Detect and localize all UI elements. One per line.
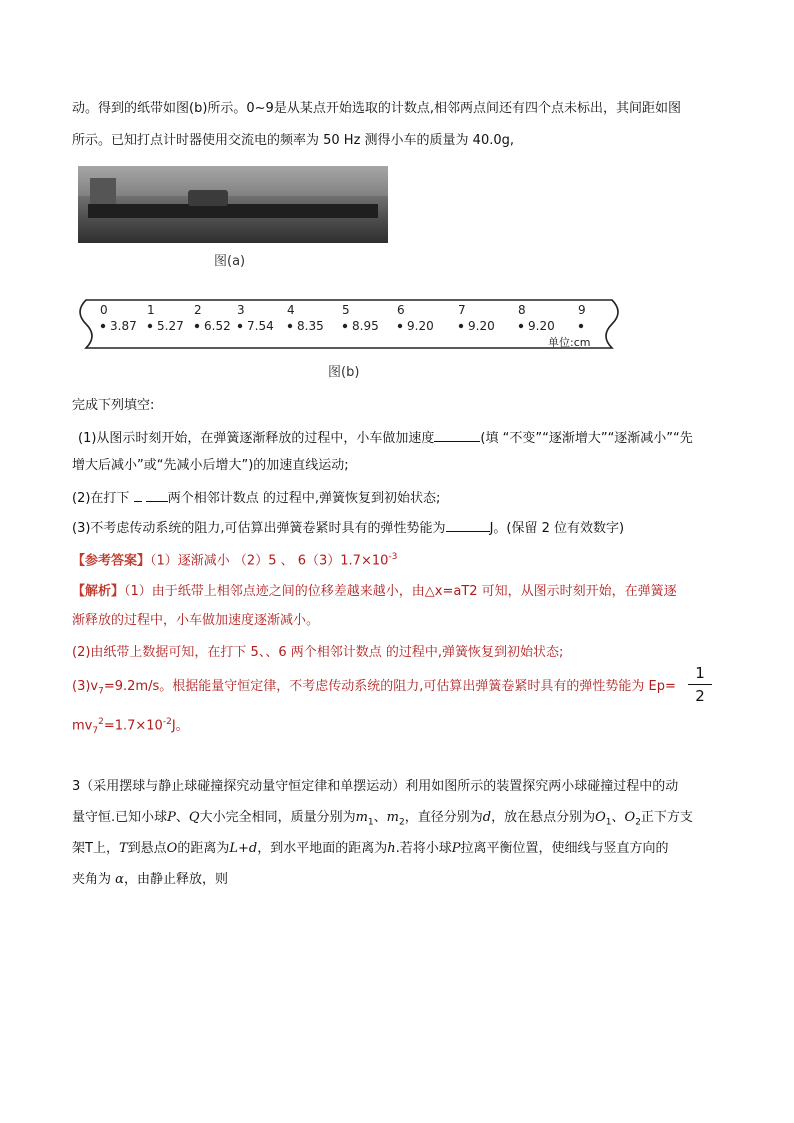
subscript-2: 2 <box>399 817 405 828</box>
question-2-text-a: (2)在打下 <box>72 491 130 506</box>
p3-text: 的距离为 <box>177 841 230 856</box>
tape-point-label: 0 <box>100 303 108 317</box>
tape-unit-label: 单位:cm <box>548 336 591 349</box>
length-symbol: L+d <box>229 841 258 856</box>
question-1-text-b: (填 “不变”“逐渐增大”“逐渐减小”“先 <box>480 431 693 446</box>
problem-3-line-2: 量守恒.已知小球P、Q大小完全相同，质量分别为$m_1$、$m_2$，直径分别为d，放在悬点分别为$O_1$、$O_2$正下方支 <box>72 810 693 828</box>
energy-exponent: -2 <box>162 717 172 727</box>
p3-text: 到悬点 <box>127 841 167 856</box>
question-3-text-b: J。(保留 2 位有效数字) <box>489 521 625 536</box>
mv-subscript: 7 <box>92 725 99 736</box>
mv-superscript: 2 <box>98 717 104 727</box>
question-2-blank-b[interactable] <box>146 487 168 502</box>
question-1-blank[interactable] <box>434 427 480 442</box>
analysis-line-3: (2)由纸带上数据可知，在打下 5、、6 两个相邻计数点 的过程中,弹簧恢复到初始状态; <box>72 645 564 660</box>
answer-text: （1）逐渐减小 （2）5 、 6（3）1.7×10 <box>150 553 389 569</box>
analysis-text-5a: mv <box>72 718 93 734</box>
tape-distance-label: 3.87 <box>110 319 137 333</box>
cart-apparatus-photo <box>78 166 388 243</box>
problem-3-line-3 <box>72 839 668 859</box>
fraction-denominator: 2 <box>695 687 705 705</box>
intro-line-2: 所示。已知打点计时器使用交流电的频率为 50 Hz 测得小车的质量为 40.0g, <box>72 133 515 148</box>
mass-symbol: m <box>355 810 368 825</box>
question-3-blank[interactable] <box>446 517 490 532</box>
question-2-blank-a[interactable] <box>134 487 142 502</box>
p3-text: 正下方支 <box>640 810 693 825</box>
analysis-text-4a: (3)v <box>72 679 99 694</box>
tape-dot <box>343 324 347 328</box>
tape-point-label: 8 <box>518 303 526 317</box>
tape-distance-label: 6.52 <box>204 319 231 333</box>
tape-dot <box>288 324 292 328</box>
question-3 <box>72 517 624 539</box>
ball-q-symbol: Q <box>188 810 200 825</box>
tape-point-label: 9 <box>578 303 586 317</box>
paper-tape-figure <box>72 296 632 358</box>
p3-text: 拉离平衡位置，使细线与竖直方向的 <box>460 841 669 856</box>
question-1-text-a: (1)从图示时刻开始，在弹簧逐渐释放的过程中，小车做加速度 <box>78 431 435 446</box>
tape-distance-label: 9.20 <box>407 319 434 333</box>
tape-distance-label: 9.20 <box>468 319 495 333</box>
p3-text: 量守恒.已知小球 <box>72 810 168 825</box>
tape-point-label: 6 <box>397 303 405 317</box>
tape-point-label: 4 <box>287 303 295 317</box>
p3-text: ，由静止释放，则 <box>123 872 228 887</box>
answer-exponent: -3 <box>388 552 398 562</box>
diameter-symbol: d <box>482 810 492 825</box>
problem-3-line-1: 3（采用摆球与静止球碰撞探究动量守恒定律和单摆运动）利用如图所示的装置探究两小球碰撞过程中的动 <box>72 779 679 794</box>
question-3-text-a: (3)不考虑传动系统的阻力,可估算出弹簧卷紧时具有的弹性势能为 <box>72 521 446 536</box>
figure-a-caption: 图(a) <box>214 254 246 269</box>
analysis-text-4b: =9.2m/s。根据能量守恒定律，不考虑传动系统的阻力,可估算出弹簧卷紧时具有的弹性势能为 Ep= <box>103 679 676 694</box>
tape-point-label: 1 <box>147 303 155 317</box>
p3-text: ，放在悬点分别为 <box>491 810 596 825</box>
p3-text: .若将小球 <box>395 841 452 856</box>
tape-point-label: 2 <box>194 303 202 317</box>
tape-dot <box>238 324 242 328</box>
tape-distance-label: 5.27 <box>157 319 184 333</box>
tape-dot <box>459 324 463 328</box>
question-1-continued: 增大后减小”或“先减小后增大”)的加速直线运动; <box>72 458 349 473</box>
ball-p-symbol: P <box>167 810 176 825</box>
analysis-line-5 <box>72 712 189 741</box>
tape-point-label: 3 <box>237 303 245 317</box>
p3-text: ，到水平地面的距离为 <box>257 841 388 856</box>
angle-symbol: α <box>115 872 124 887</box>
analysis-line-1 <box>72 582 677 602</box>
tape-point-label: 5 <box>342 303 350 317</box>
subscript-1: 1 <box>367 817 374 828</box>
velocity-subscript: 7 <box>98 686 104 697</box>
analysis-text-5c: J。 <box>171 718 189 734</box>
tape-dot <box>519 324 523 328</box>
tape-point-label: 7 <box>458 303 466 317</box>
p3-text: ，直径分别为 <box>404 810 483 825</box>
p3-text: 架T上， <box>72 841 119 856</box>
p3-text: 夹角为 <box>72 872 112 887</box>
mass-symbol: m <box>386 810 399 825</box>
question-2-text-b: 两个相邻计数点 的过程中,弹簧恢复到初始状态; <box>167 491 441 506</box>
tape-dot <box>579 324 583 328</box>
problem-3-line-4 <box>72 870 228 890</box>
one-half-fraction <box>688 664 712 705</box>
tape-distance-label: 8.35 <box>297 319 324 333</box>
subscript-2: 2 <box>635 817 641 828</box>
subscript-1: 1 <box>605 817 612 828</box>
height-symbol: h <box>387 841 396 856</box>
tape-distance-label: 7.54 <box>247 319 274 333</box>
pivot-symbol: O <box>166 841 178 856</box>
analysis-text-5b: =1.7×10 <box>103 718 163 734</box>
answer-label: 【参考答案】 <box>72 553 151 569</box>
tape-dot <box>148 324 152 328</box>
task-intro: 完成下列填空: <box>72 398 155 413</box>
reference-answer <box>72 547 397 571</box>
tape-dot <box>101 324 105 328</box>
p3-text: 大小完全相同，质量分别为 <box>199 810 356 825</box>
question-1 <box>78 427 693 449</box>
analysis-text-1: （1）由于纸带上相邻点迹之间的位移差越来越小，由△x=aT2 可知，从图示时刻开始，在弹簧逐 <box>124 584 677 599</box>
tape-dot <box>398 324 402 328</box>
analysis-line-2: 渐释放的过程中，小车做加速度逐渐减小。 <box>72 613 320 628</box>
tape-distance-label: 9.20 <box>528 319 555 333</box>
analysis-line-4 <box>72 677 676 702</box>
question-2 <box>72 487 440 509</box>
support-symbol: T <box>118 841 128 856</box>
fraction-numerator: 1 <box>695 664 705 682</box>
tape-distance-label: 8.95 <box>352 319 379 333</box>
tape-dot <box>195 324 199 328</box>
figure-b-caption: 图(b) <box>328 365 360 380</box>
pivot-symbol: O <box>624 810 636 825</box>
intro-line-1: 动。得到的纸带如图(b)所示。0~9是从某点开始选取的计数点,相邻两点间还有四个点未标出，其间距如图 <box>72 101 681 116</box>
analysis-label: 【解析】 <box>72 584 125 599</box>
ball-p-symbol: P <box>451 841 461 856</box>
pivot-symbol: O <box>595 810 606 825</box>
